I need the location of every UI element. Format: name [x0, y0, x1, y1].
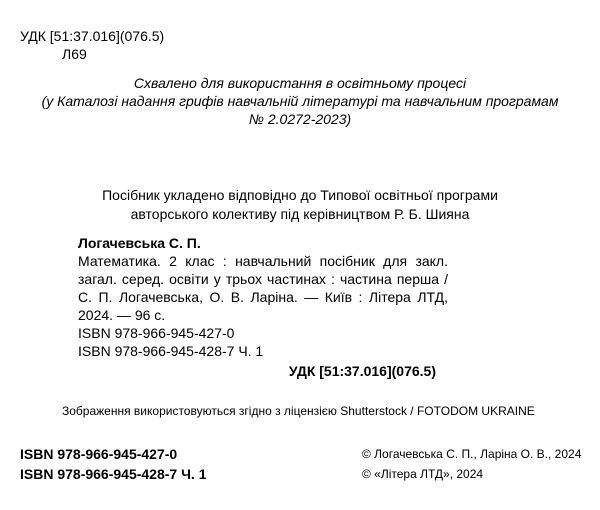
- udk-header: УДК [51:37.016](076.5): [20, 28, 165, 44]
- approval-note: [0, 74, 600, 128]
- card-udk: УДК [51:37.016](076.5): [288, 363, 436, 379]
- copyright-publisher: © «Літера ЛТД», 2024: [362, 467, 484, 481]
- program-note: [0, 186, 600, 224]
- card-isbn: ISBN 978-966-945-427-0: [78, 325, 235, 341]
- license-note: Зображення використовуються згідно з ліцензією Shutterstock / FOTODOM UKRAINE: [62, 404, 535, 418]
- catalog-card: [78, 234, 448, 380]
- author-code: Л69: [62, 46, 87, 62]
- approval-line: Схвалено для використання в освітньому процесі: [133, 75, 467, 91]
- program-line: Посібник укладено відповідно до Типової освітньої програми: [102, 187, 498, 203]
- card-isbn: ISBN 978-966-945-428-7 Ч. 1: [78, 343, 264, 359]
- copyright-authors: © Логачевська С. П., Ларіна О. В., 2024: [362, 447, 582, 461]
- footer-isbn: ISBN 978-966-945-428-7 Ч. 1: [20, 466, 207, 482]
- footer-isbn: ISBN 978-966-945-427-0: [20, 446, 178, 462]
- approval-line: № 2.0272-2023): [248, 111, 352, 127]
- approval-line: (у Каталозі надання грифів навчальній літературі та навчальним програмам: [41, 93, 559, 109]
- program-line: авторського колективу під керівництвом Р. Б. Шияна: [130, 206, 470, 222]
- card-author: Логачевська С. П.: [78, 235, 201, 251]
- card-description: Математика. 2 клас : навчальний посібник для закл. загал. серед. освіти у трьох частинах : частина перша / С. П. Логачевська, О. В. Ларіна. — Київ : Літера ЛТД, 2024. — 96 с.: [78, 253, 448, 323]
